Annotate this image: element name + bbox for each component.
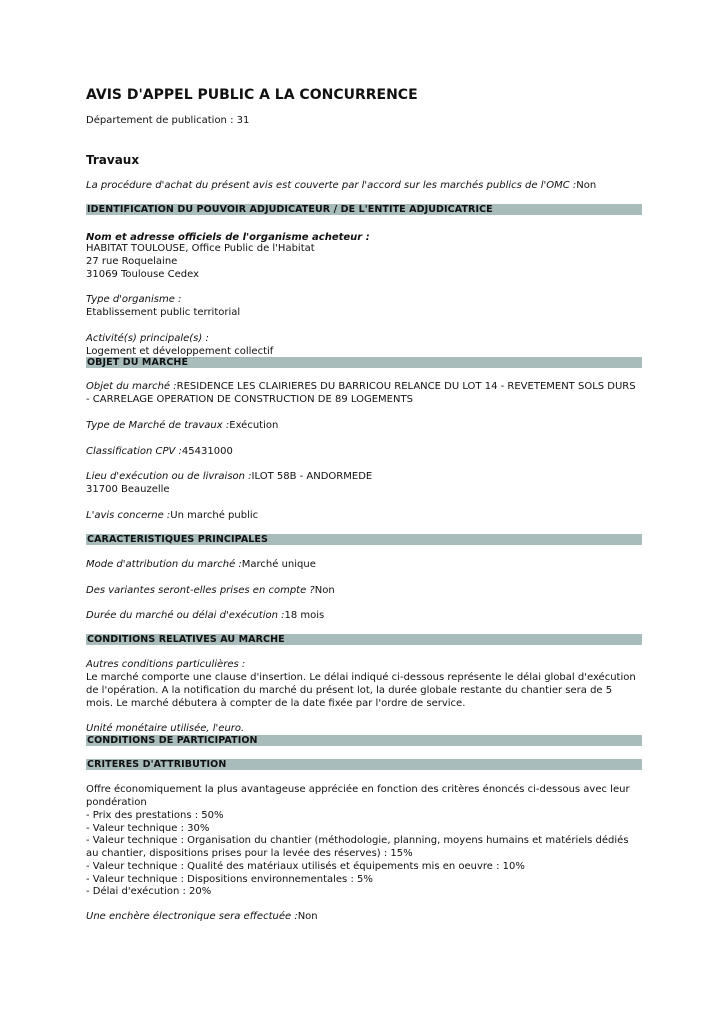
section-heading-objet: OBJET DU MARCHE	[86, 357, 642, 368]
mode-label: Mode d'attribution du marché :	[86, 559, 242, 570]
lieu-label: Lieu d'exécution ou de livraison :	[86, 471, 252, 482]
avis-line	[86, 509, 641, 522]
activity-label: Activité(s) principale(s) :	[86, 333, 209, 344]
objet-line	[86, 380, 641, 406]
omc-value: Non	[576, 180, 597, 191]
publication-department: Département de publication : 31	[86, 115, 250, 126]
mode-value: Marché unique	[241, 559, 316, 570]
org-type-label: Type d'organisme :	[86, 294, 182, 305]
section-heading-participation: CONDITIONS DE PARTICIPATION	[86, 735, 642, 746]
type-marche-line	[86, 419, 641, 432]
duree-label: Durée du marché ou délai d'exécution :	[86, 610, 285, 621]
section-heading-criteres: CRITERES D'ATTRIBUTION	[86, 759, 642, 770]
cpv-line	[86, 445, 641, 458]
critere-item: - Prix des prestations : 50%	[86, 810, 224, 821]
critere-item: - Valeur technique : Organisation du chantier (méthodologie, planning, moyens humains et matériels dédiés au chantier, dispositions prises pour la levée des réserves) : 15%	[86, 835, 629, 859]
cpv-value: 45431000	[181, 446, 233, 457]
duree-line	[86, 609, 641, 622]
monnaie: Unité monétaire utilisée, l'euro.	[86, 723, 245, 734]
critere-item: - Valeur technique : Dispositions environnementales : 5%	[86, 874, 373, 885]
autres-conditions-text: Le marché comporte une clause d'insertion. Le délai indiqué ci-dessous représente le délai global d'exécution de l'opération. A la notification du marché du présent lot, la durée globale restante du chantier sera de 5 mois. Le marché débutera à compter de la date fixée par l'ordre de service.	[86, 672, 636, 709]
duree-value: 18 mois	[284, 610, 325, 621]
enchere-value: Non	[297, 911, 318, 922]
objet-label: Objet du marché :	[86, 381, 177, 392]
section-heading-identification: IDENTIFICATION DU POUVOIR ADJUDICATEUR / DE L'ENTITE ADJUDICATRICE	[86, 204, 642, 215]
mode-line	[86, 558, 641, 571]
avis-value: Un marché public	[170, 510, 259, 521]
activity-value: Logement et développement collectif	[86, 346, 274, 357]
variantes-line	[86, 584, 641, 597]
page-title: AVIS D'APPEL PUBLIC A LA CONCURRENCE	[86, 87, 418, 103]
variantes-label: Des variantes seront-elles prises en compte ?	[86, 585, 315, 596]
section-heading-caracteristiques: CARACTERISTIQUES PRINCIPALES	[86, 534, 642, 545]
critere-item: - Délai d'exécution : 20%	[86, 886, 212, 897]
lieu-line	[86, 470, 641, 483]
criteres-intro: Offre économiquement la plus avantageuse appréciée en fonction des critères énoncés ci-dessous avec leur pondération	[86, 784, 630, 808]
avis-label: L'avis concerne :	[86, 510, 171, 521]
buyer-name-label: Nom et adresse officiels de l'organisme acheteur :	[86, 232, 370, 243]
buyer-address-line-3: 31069 Toulouse Cedex	[86, 269, 200, 280]
enchere-label: Une enchère électronique sera effectuée :	[86, 911, 298, 922]
type-marche-label: Type de Marché de travaux :	[86, 420, 230, 431]
enchere-line	[86, 910, 641, 923]
objet-value: RESIDENCE LES CLAIRIERES DU BARRICOU RELANCE DU LOT 14 - REVETEMENT SOLS DURS - CARRELAGE OPERATION DE CONSTRUCTION DE 89 LOGEMENTS	[86, 381, 636, 405]
buyer-address-line-1: HABITAT TOULOUSE, Office Public de l'Habitat	[86, 243, 315, 254]
variantes-value: Non	[314, 585, 335, 596]
critere-item: - Valeur technique : 30%	[86, 823, 210, 834]
org-type-value: Etablissement public territorial	[86, 307, 241, 318]
lieu-city: 31700 Beauzelle	[86, 484, 170, 495]
autres-conditions-label: Autres conditions particulières :	[86, 659, 246, 670]
section-heading-conditions: CONDITIONS RELATIVES AU MARCHE	[86, 634, 642, 645]
cpv-label: Classification CPV :	[86, 446, 182, 457]
omc-line	[86, 179, 641, 192]
lieu-value: ILOT 58B - ANDORMEDE	[251, 471, 373, 482]
type-marche-value: Exécution	[229, 420, 279, 431]
omc-label: La procédure d'achat du présent avis est couverte par l'accord sur les marchés publics de l'OMC :	[86, 180, 577, 191]
procedure-type: Travaux	[86, 153, 140, 167]
critere-item: - Valeur technique : Qualité des matériaux utilisés et équipements mis en oeuvre : 10%	[86, 861, 525, 872]
buyer-address-line-2: 27 rue Roquelaine	[86, 256, 178, 267]
